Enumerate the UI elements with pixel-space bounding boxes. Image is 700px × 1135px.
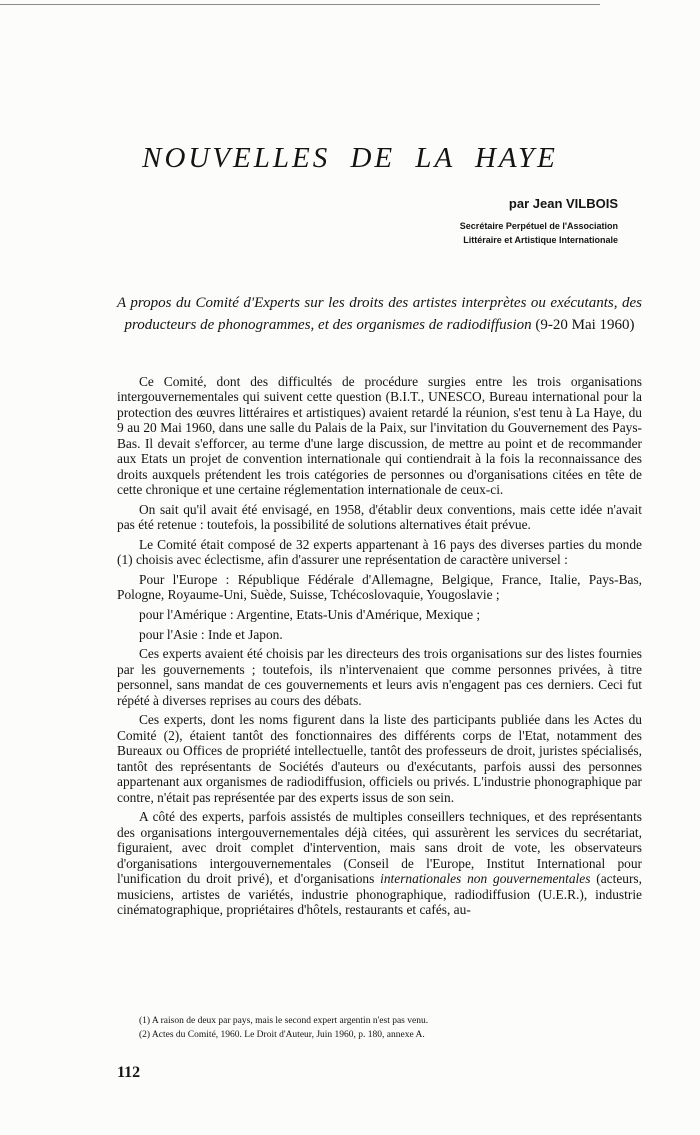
- paragraph-last-part-2: (acteurs, musiciens, artistes de variétés, industrie phonographique, radiodiffusion (U.E.R.), industrie cinématographique, propriétaires d'hôtels, restaurants et cafés, au-: [117, 871, 642, 917]
- paragraph-asie: pour l'Asie : Inde et Japon.: [139, 626, 283, 642]
- paragraph-amerique: pour l'Amérique : Argentine, Etats-Unis d'Amérique, Mexique ;: [139, 607, 481, 623]
- footnote-1: (1) A raison de deux par pays, mais le second expert argentin n'est pas venu.: [139, 1016, 429, 1026]
- footnote-2: (2) Actes du Comité, 1960. Le Droit d'Auteur, Juin 1960, p. 180, annexe A.: [139, 1030, 425, 1040]
- article-body: [117, 374, 642, 917]
- author-name: par Jean VILBOIS: [508, 196, 618, 211]
- paragraph-last-emphasis: internationales non gouvernementales: [380, 871, 591, 887]
- paragraph: Ces experts avaient été choisis par les directeurs des trois organisations sur des listes fournies par les gouvernements ; toutefois, ils n'intervenaient que comme personnes privées, à titre personnel, sans mandat de ces gouvernements et leurs avis n'engagent pas ces derniers. Ceci fut répété à diverses reprises au cours des débats.: [117, 646, 642, 708]
- paragraph: Ces experts, dont les noms figurent dans la liste des participants publiée dans les Actes du Comité (2), étaient tantôt des fonctionnaires des différents corps de l'Etat, notamment des Bureaux ou Offices de propriété intellectuelle, tantôt des professeurs de droit, juristes spécialisés, tantôt des représentants de Sociétés d'auteurs ou d'exécutants, parfois aussi des personnes appartenant aux organismes de radiodiffusion, officiels ou privés. L'industrie phonographique par contre, n'était pas représentée par des experts issus de son sein.: [117, 712, 642, 805]
- paragraph: Ce Comité, dont des difficultés de procédure surgies entre les trois organisations intergouvernementales qui suivent cette question (B.I.T., UNESCO, Bureau international pour la protection des œuvres littéraires et artistiques) avaient retardé la réunion, s'est tenu à La Haye, du 9 au 20 Mai 1960, dans une salle du Palais de la Paix, sur l'invitation du Gouvernement des Pays-Bas. Il devait s'efforcer, au terme d'une large discussion, de mettre au point et de recommander aux Etats un projet de convention internationale qui contiendrait à la fois la reconnaissance des droits auxquels prétendent les trois catégories de personnes ou d'organisations citées en tête de cette chronique et une certaine réglementation internationale de ceux-ci.: [117, 374, 642, 498]
- author-role-line-1: Secrétaire Perpétuel de l'Association: [459, 221, 618, 231]
- byline: [460, 196, 618, 247]
- paragraph-last-part-1: A côté des experts, parfois assistés de multiples conseillers techniques, et des représentants des organisations intergouvernementales déjà citées, qui assurèrent les services du secrétariat, figuraient, avec droit complet d'intervention, mais sans droit de vote, les observateurs d'organisations intergouvernementales (Conseil de l'Europe, Institut International pour l'unification du droit privé), et d'organisations: [117, 809, 642, 887]
- paragraph: Le Comité était composé de 32 experts appartenant à 16 pays des diverses parties du monde (1) choisis avec éclectisme, afin d'assurer une représentation de caractère universel :: [117, 536, 642, 568]
- page-number: 112: [117, 1064, 141, 1081]
- paragraph-last: [117, 809, 642, 917]
- subtitle-dates: (9-20 Mai 1960): [535, 317, 635, 333]
- top-rule: [0, 4, 600, 5]
- article-title: NOUVELLES DE LA HAYE: [142, 142, 558, 174]
- author-role-line-2: Littéraire et Artistique Internationale: [463, 235, 618, 245]
- article-subtitle: [117, 292, 642, 336]
- footnotes: [117, 1014, 642, 1042]
- paragraph-europe: Pour l'Europe : République Fédérale d'Allemagne, Belgique, France, Italie, Pays-Bas, Pologne, Royaume-Uni, Suède, Suisse, Tchécoslovaquie, Yougoslavie ;: [117, 572, 642, 603]
- subtitle-text: A propos du Comité d'Experts sur les droits des artistes interprètes ou exécutants, des producteurs de phonogrammes, et des organismes de radiodiffusion: [117, 295, 642, 333]
- paragraph: On sait qu'il avait été envisagé, en 1958, d'établir deux conventions, mais cette idée n'avait pas été retenue : toutefois, la possibilité de solutions alternatives était prévue.: [117, 501, 642, 533]
